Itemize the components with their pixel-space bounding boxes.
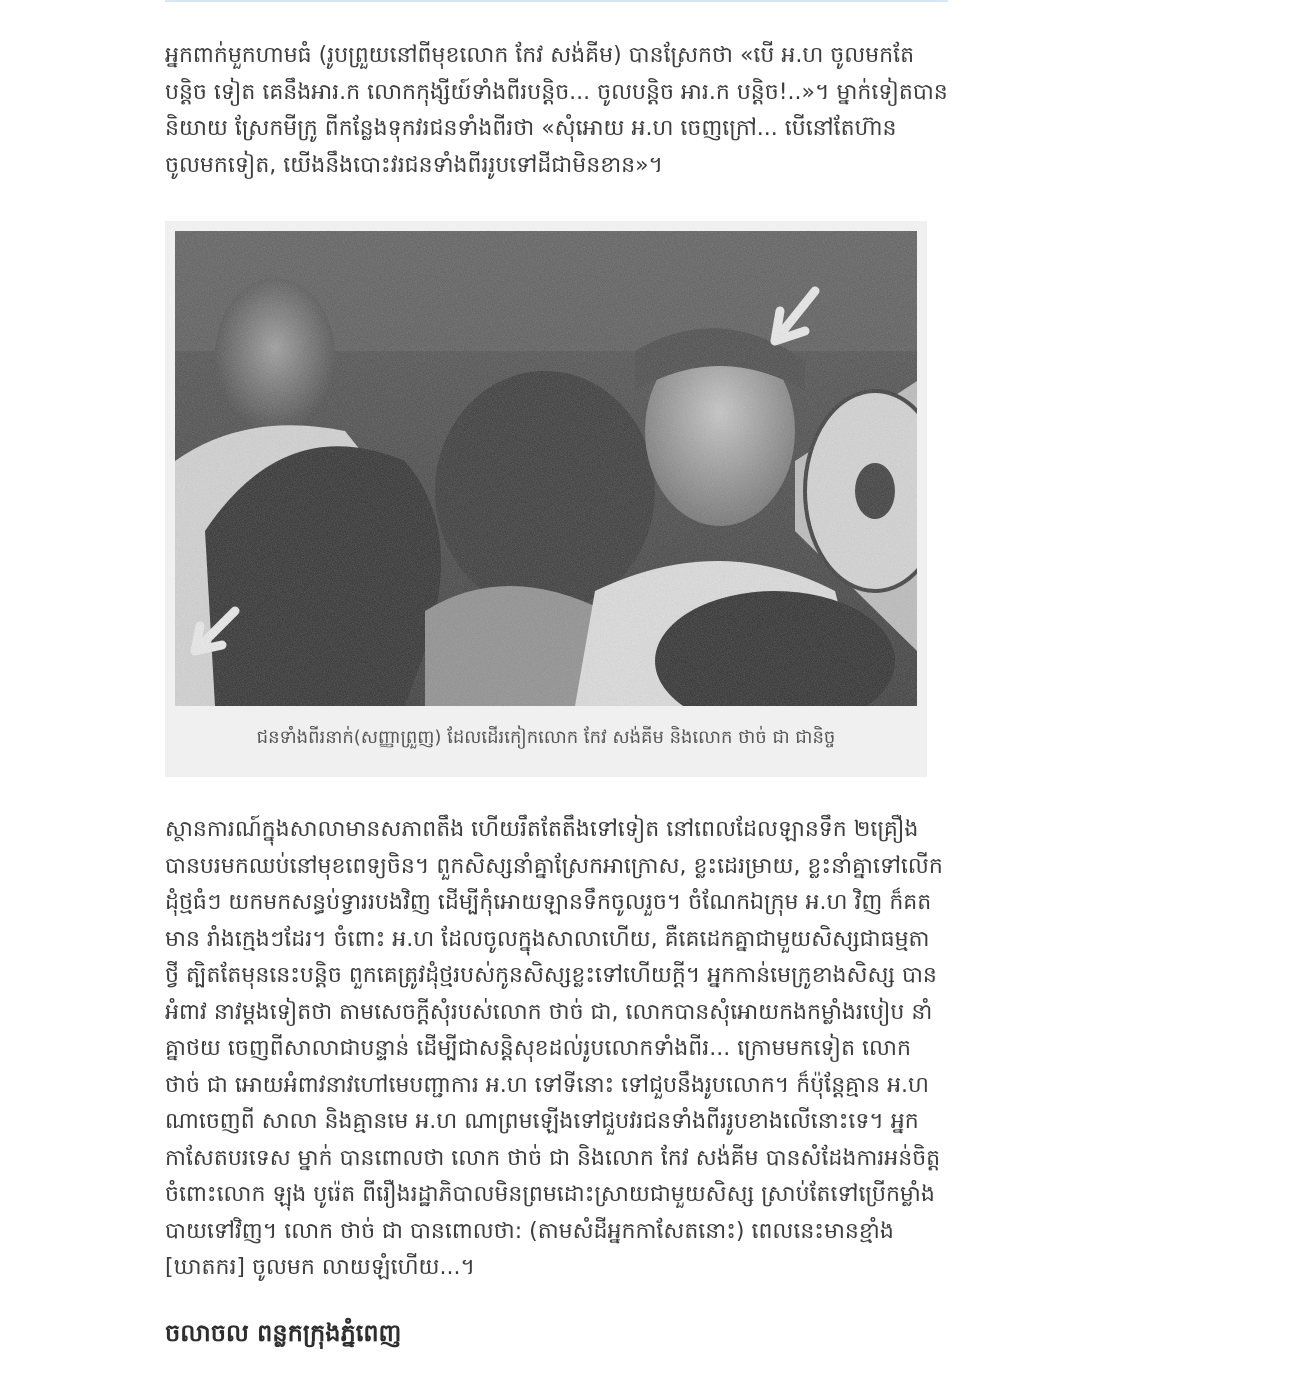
article-paragraph-1: អ្នកពាក់មួកហាមធំ (រូបព្រួយនៅពីមុខលោក កែវ សង់គីម) បានស្រែកថា «បើ អ.ហ ចូលមកតែបន្តិច ទៀត គេនឹងអារ.ក លោកកុង្សីយ៍ទាំងពីរបន្តិច... ចូលបន្តិច អារ.ក បន្តិច!..»។ ម្នាក់ទៀតបាននិយាយ ស្រែកមីក្រូ ពីកន្លែងទុកវរជនទាំងពីរថា «សុំអោយ អ.ហ ចេញក្រៅ... បើនៅតែហ៊ានចូលមកទៀត, យើងនឹងបោះវរជនទាំងពីររូបទៅដីជាមិនខាន»។ (165, 43, 948, 178)
figure-caption: ជនទាំងពីរនាក់(សញ្ញាព្រួញ) ដែលដើរកៀកលោក កែវ សង់គីម និងលោក ថាច់ ជា ជានិច្ច (256, 727, 836, 748)
section-heading: ចលាចល ពន្លកក្រុងភ្នំពេញ (165, 1319, 402, 1347)
article-paragraph-2: ស្ថានការណ៍ក្នុងសាលាមានសភាពតឹង ហើយរឹតតែតឹងទៅទៀត នៅពេលដែលឡានទឹក ២គ្រឿង បានបរមកឈប់នៅមុខពេទ្យចិន។ ពួកសិស្សនាំគ្នាស្រែកអាក្រោស, ខ្លះដេរម្រាយ, ខ្លះនាំគ្នាទៅលើក ដុំថ្មធំៗ យកមកសន្ធប់ទ្វាររបងវិញ ដើម្បីកុំអោយឡានទឹកចូលរួច។ ចំណែកឯក្រុម អ.ហ វិញ ក៏គតមាន រាំងក្មេងៗដែរ។ ចំពោះ អ.ហ ដែលចូលក្នុងសាលាហើយ, គឺគេដេកគ្នាជាមួយសិស្សជាធម្មតា ថ្វី ត្បិតតែមុននេះបន្តិច ពួកគេត្រូវដុំថ្មរបស់កូនសិស្សខ្លះទៅហើយក្តី។ អ្នកកាន់មេក្រូខាងសិស្ស បានអំពាវ នាវម្តងទៀតថា តាមសេចក្តីសុំរបស់លោក ថាច់ ជា, លោកបានសុំអោយកងកម្លាំងរបៀប នាំគ្នាថយ ចេញពីសាលាជាបន្ទាន់ ដើម្បីជាសន្តិសុខដល់រូបលោកទាំងពីរ... ក្រោមមកទៀត លោក ថាច់ ជា អោយអំពាវនាវហៅមេបញ្ជាការ អ.ហ ទៅទីនោះ ទៅជួបនឹងរូបលោក។ ក៏ប៉ុន្តែគ្មាន អ.ហ ណាចេញពី សាលា និងគ្មានមេ អ.ហ ណាព្រមឡើងទៅជួបវរជនទាំងពីររូបខាងលើនោះទេ។ អ្នកកាសែតបរទេស ម្នាក់ បានពោលថា លោក ថាច់ ជា និងលោក កែវ សង់គីម បានសំដែងការអន់ចិត្ត ចំពោះលោក ឡុង បូរ៉េត ពីរឿងរដ្ឋាភិបាលមិនព្រមដោះស្រាយជាមួយសិស្ស ស្រាប់តែទៅប្រើកម្លាំងបាយទៅវិញ។ លោក ថាច់ ជា បានពោលថា: (តាមសំដីអ្នកកាសែតនោះ) ពេលនេះមានខ្មាំង [ឃាតករ] ចូលមក លាយឡំហើយ...។ (165, 817, 943, 1280)
photo-illustration (175, 231, 917, 706)
top-divider (165, 0, 948, 2)
article-figure (165, 221, 927, 777)
archival-photo (175, 231, 917, 706)
